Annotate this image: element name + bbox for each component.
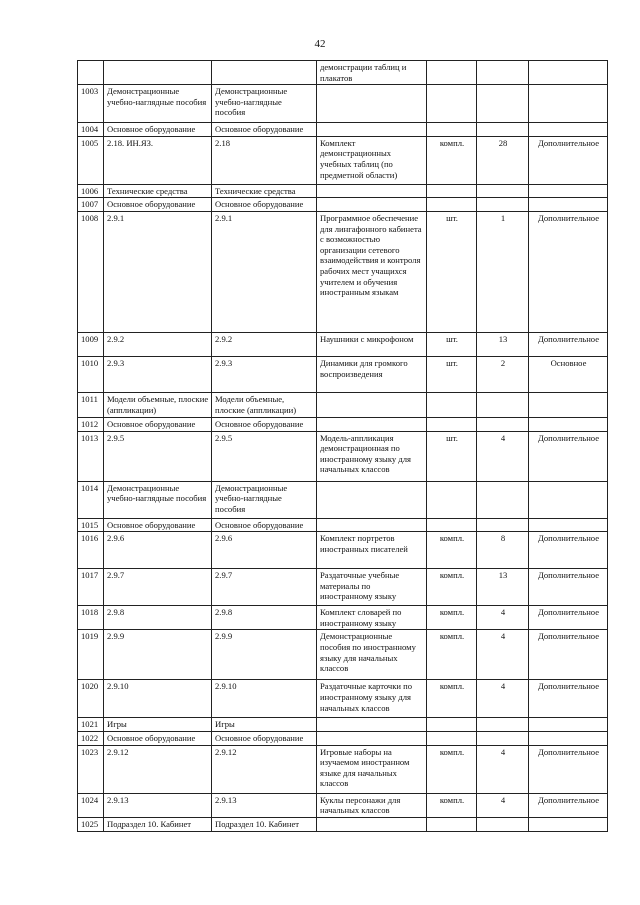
row-number-cell: 1008 [78, 211, 104, 332]
unit-cell: шт. [427, 211, 477, 332]
code-cell: Основное оборудование [104, 198, 212, 212]
unit-cell [427, 417, 477, 431]
table-row [78, 198, 608, 212]
code-cell: 2.9.7 [104, 569, 212, 606]
description-cell [317, 481, 427, 518]
unit-cell: шт. [427, 431, 477, 481]
quantity-cell: 28 [477, 136, 529, 184]
row-number-cell: 1011 [78, 392, 104, 417]
name-cell: Основное оборудование [212, 123, 317, 137]
row-number-cell: 1025 [78, 817, 104, 831]
unit-cell: шт. [427, 332, 477, 356]
unit-cell [427, 718, 477, 732]
unit-cell [427, 184, 477, 198]
code-cell: 2.9.12 [104, 745, 212, 793]
quantity-cell: 4 [477, 630, 529, 680]
unit-cell: компл. [427, 630, 477, 680]
name-cell: Демонстрационные учебно-наглядные пособия [212, 481, 317, 518]
unit-cell [427, 392, 477, 417]
description-cell: Комплект портретов иностранных писателей [317, 532, 427, 569]
quantity-cell [477, 85, 529, 123]
row-number-cell: 1003 [78, 85, 104, 123]
equipment-type-cell [529, 85, 608, 123]
description-cell: Раздаточные учебные материалы по иностранному языку [317, 569, 427, 606]
table-row [78, 136, 608, 184]
quantity-cell [477, 481, 529, 518]
name-cell: 2.9.8 [212, 606, 317, 630]
code-cell: Игры [104, 718, 212, 732]
quantity-cell: 13 [477, 569, 529, 606]
code-cell: 2.9.10 [104, 680, 212, 718]
name-cell: Игры [212, 718, 317, 732]
unit-cell: компл. [427, 793, 477, 817]
code-cell: 2.9.5 [104, 431, 212, 481]
description-cell: Демонстрационные пособия по иностранному языку для начальных классов [317, 630, 427, 680]
equipment-type-cell [529, 817, 608, 831]
code-cell: 2.9.3 [104, 356, 212, 392]
unit-cell [427, 518, 477, 532]
table-row [78, 85, 608, 123]
name-cell: 2.9.3 [212, 356, 317, 392]
table-row [78, 518, 608, 532]
name-cell [212, 61, 317, 85]
table-row [78, 417, 608, 431]
quantity-cell: 4 [477, 431, 529, 481]
unit-cell: шт. [427, 356, 477, 392]
equipment-type-cell [529, 518, 608, 532]
description-cell [317, 85, 427, 123]
description-cell: Наушники с микрофоном [317, 332, 427, 356]
name-cell: Подраздел 10. Кабинет [212, 817, 317, 831]
quantity-cell: 1 [477, 211, 529, 332]
equipment-type-cell [529, 123, 608, 137]
table-row [78, 332, 608, 356]
equipment-type-cell: Дополнительное [529, 136, 608, 184]
description-cell: Программное обеспечение для лингафонного кабинета с возможностью организации сетевого взаимодействия и контроля рабочих мест учащихся учителем и обучения иностранным языкам [317, 211, 427, 332]
equipment-type-cell [529, 198, 608, 212]
quantity-cell [477, 198, 529, 212]
unit-cell: компл. [427, 136, 477, 184]
code-cell: Модели объемные, плоские (аппликации) [104, 392, 212, 417]
equipment-type-cell [529, 481, 608, 518]
code-cell: Демонстрационные учебно-наглядные пособия [104, 481, 212, 518]
unit-cell [427, 731, 477, 745]
row-number-cell: 1017 [78, 569, 104, 606]
equipment-type-cell [529, 417, 608, 431]
unit-cell: компл. [427, 606, 477, 630]
table-row [78, 731, 608, 745]
table-row [78, 569, 608, 606]
description-cell [317, 392, 427, 417]
row-number-cell: 1022 [78, 731, 104, 745]
equipment-type-cell: Дополнительное [529, 793, 608, 817]
code-cell: Демонстрационные учебно-наглядные пособия [104, 85, 212, 123]
row-number-cell: 1019 [78, 630, 104, 680]
equipment-type-cell [529, 61, 608, 85]
name-cell: 2.9.10 [212, 680, 317, 718]
row-number-cell: 1010 [78, 356, 104, 392]
row-number-cell: 1007 [78, 198, 104, 212]
quantity-cell: 4 [477, 606, 529, 630]
equipment-type-cell [529, 718, 608, 732]
equipment-type-cell: Дополнительное [529, 532, 608, 569]
name-cell: 2.9.6 [212, 532, 317, 569]
table-row [78, 718, 608, 732]
description-cell [317, 123, 427, 137]
equipment-type-cell: Дополнительное [529, 606, 608, 630]
table-row [78, 123, 608, 137]
quantity-cell [477, 718, 529, 732]
code-cell: 2.9.8 [104, 606, 212, 630]
equipment-type-cell: Дополнительное [529, 211, 608, 332]
description-cell: Комплект словарей по иностранному языку [317, 606, 427, 630]
table-row [78, 61, 608, 85]
table-row [78, 392, 608, 417]
row-number-cell: 1009 [78, 332, 104, 356]
description-cell: Игровые наборы на изучаемом иностранном языке для начальных классов [317, 745, 427, 793]
code-cell: 2.9.6 [104, 532, 212, 569]
row-number-cell: 1015 [78, 518, 104, 532]
code-cell: 2.18. ИН.ЯЗ. [104, 136, 212, 184]
row-number-cell: 1021 [78, 718, 104, 732]
name-cell: 2.9.12 [212, 745, 317, 793]
code-cell: Технические средства [104, 184, 212, 198]
table-row [78, 745, 608, 793]
equipment-type-cell [529, 392, 608, 417]
quantity-cell [477, 731, 529, 745]
quantity-cell [477, 417, 529, 431]
quantity-cell [477, 817, 529, 831]
unit-cell [427, 817, 477, 831]
description-cell [317, 817, 427, 831]
name-cell: 2.9.7 [212, 569, 317, 606]
description-cell: Модель-аппликация демонстрационная по иностранному языку для начальных классов [317, 431, 427, 481]
row-number-cell: 1004 [78, 123, 104, 137]
equipment-type-cell: Дополнительное [529, 431, 608, 481]
equipment-type-cell [529, 731, 608, 745]
row-number-cell [78, 61, 104, 85]
description-cell [317, 184, 427, 198]
code-cell: 2.9.13 [104, 793, 212, 817]
unit-cell [427, 123, 477, 137]
unit-cell: компл. [427, 745, 477, 793]
unit-cell [427, 85, 477, 123]
quantity-cell: 8 [477, 532, 529, 569]
description-cell [317, 518, 427, 532]
quantity-cell [477, 392, 529, 417]
page-number: 42 [314, 38, 326, 50]
name-cell: 2.9.2 [212, 332, 317, 356]
equipment-type-cell: Дополнительное [529, 680, 608, 718]
row-number-cell: 1013 [78, 431, 104, 481]
table-row [78, 630, 608, 680]
row-number-cell: 1023 [78, 745, 104, 793]
table-row [78, 356, 608, 392]
name-cell: Модели объемные, плоские (аппликации) [212, 392, 317, 417]
table-row [78, 532, 608, 569]
name-cell: 2.9.9 [212, 630, 317, 680]
table-row [78, 680, 608, 718]
equipment-type-cell [529, 184, 608, 198]
name-cell: Основное оборудование [212, 417, 317, 431]
quantity-cell: 2 [477, 356, 529, 392]
description-cell: демонстрации таблиц и плакатов [317, 61, 427, 85]
table-row [78, 211, 608, 332]
row-number-cell: 1024 [78, 793, 104, 817]
quantity-cell: 13 [477, 332, 529, 356]
description-cell [317, 417, 427, 431]
description-cell: Комплект демонстрационных учебных таблиц (по предметной области) [317, 136, 427, 184]
row-number-cell: 1014 [78, 481, 104, 518]
code-cell: Подраздел 10. Кабинет [104, 817, 212, 831]
equipment-table [77, 60, 608, 832]
row-number-cell: 1018 [78, 606, 104, 630]
table-body [78, 61, 608, 832]
row-number-cell: 1006 [78, 184, 104, 198]
quantity-cell [477, 518, 529, 532]
equipment-type-cell: Дополнительное [529, 569, 608, 606]
unit-cell: компл. [427, 569, 477, 606]
description-cell: Раздаточные карточки по иностранному языку для начальных классов [317, 680, 427, 718]
quantity-cell: 4 [477, 745, 529, 793]
equipment-type-cell: Основное [529, 356, 608, 392]
name-cell: Основное оборудование [212, 731, 317, 745]
table-row [78, 817, 608, 831]
equipment-type-cell: Дополнительное [529, 630, 608, 680]
table-row [78, 606, 608, 630]
code-cell: 2.9.9 [104, 630, 212, 680]
code-cell: 2.9.1 [104, 211, 212, 332]
code-cell: Основное оборудование [104, 518, 212, 532]
code-cell: Основное оборудование [104, 417, 212, 431]
table-row [78, 431, 608, 481]
row-number-cell: 1016 [78, 532, 104, 569]
quantity-cell: 4 [477, 793, 529, 817]
unit-cell [427, 198, 477, 212]
name-cell: 2.18 [212, 136, 317, 184]
quantity-cell [477, 123, 529, 137]
unit-cell [427, 481, 477, 518]
equipment-type-cell: Дополнительное [529, 745, 608, 793]
code-cell: 2.9.2 [104, 332, 212, 356]
code-cell: Основное оборудование [104, 123, 212, 137]
description-cell: Куклы персонажи для начальных классов [317, 793, 427, 817]
description-cell: Динамики для громкого воспроизведения [317, 356, 427, 392]
row-number-cell: 1005 [78, 136, 104, 184]
unit-cell: компл. [427, 532, 477, 569]
unit-cell [427, 61, 477, 85]
equipment-type-cell: Дополнительное [529, 332, 608, 356]
table-row [78, 481, 608, 518]
row-number-cell: 1020 [78, 680, 104, 718]
name-cell: Основное оборудование [212, 198, 317, 212]
code-cell [104, 61, 212, 85]
description-cell [317, 731, 427, 745]
name-cell: 2.9.5 [212, 431, 317, 481]
row-number-cell: 1012 [78, 417, 104, 431]
unit-cell: компл. [427, 680, 477, 718]
code-cell: Основное оборудование [104, 731, 212, 745]
name-cell: 2.9.1 [212, 211, 317, 332]
name-cell: Демонстрационные учебно-наглядные пособия [212, 85, 317, 123]
quantity-cell [477, 61, 529, 85]
name-cell: 2.9.13 [212, 793, 317, 817]
quantity-cell: 4 [477, 680, 529, 718]
name-cell: Технические средства [212, 184, 317, 198]
description-cell [317, 198, 427, 212]
description-cell [317, 718, 427, 732]
quantity-cell [477, 184, 529, 198]
table-row [78, 184, 608, 198]
table-row [78, 793, 608, 817]
name-cell: Основное оборудование [212, 518, 317, 532]
